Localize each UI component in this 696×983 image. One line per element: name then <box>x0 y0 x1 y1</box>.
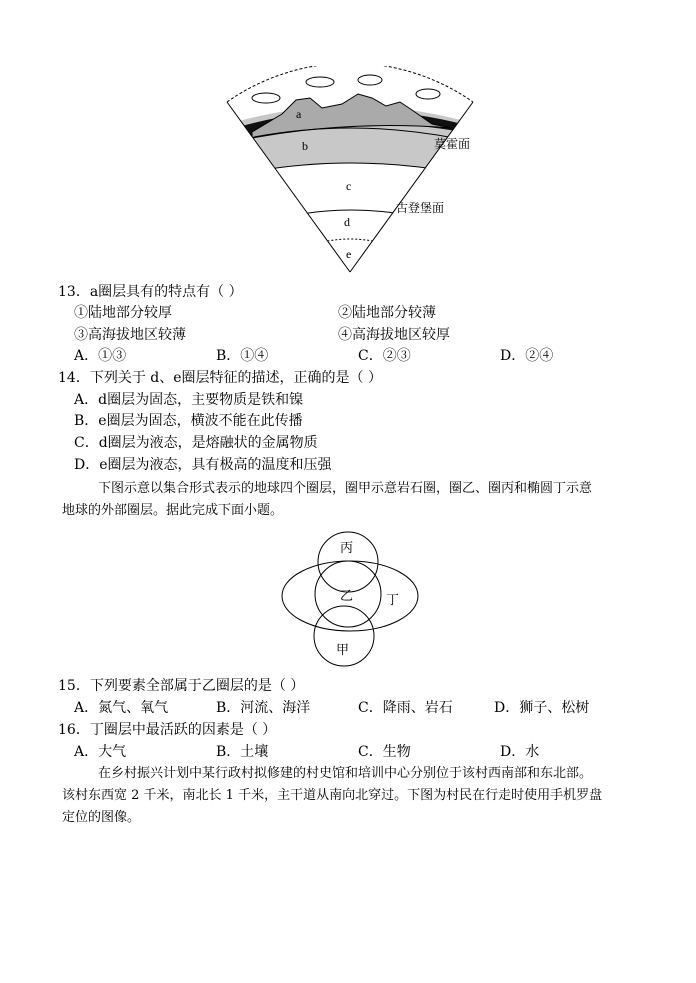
q16-option-d: D．水 <box>500 744 540 760</box>
gutenberg-label: 古登堡面 <box>396 201 445 215</box>
intro2-line2: 该村东西宽 2 千米，南北长 1 千米，主干道从南向北穿过。下图为村民在行走时使用手机罗盘 <box>62 788 603 803</box>
q15-option-c: C．降雨、岩石 <box>358 700 453 716</box>
intro1-line2: 地球的外部圈层。据此完成下面小题。 <box>62 503 284 518</box>
q14-option-d: D．e圈层为液态，具有极高的温度和压强 <box>74 457 332 473</box>
venn-label-bing: 丙 <box>340 541 354 556</box>
q15-option-a: A．氮气、氧气 <box>74 700 169 716</box>
venn-label-jia: 甲 <box>336 643 350 658</box>
venn-label-ding: 丁 <box>386 593 400 608</box>
q13-option-c: C．②③ <box>358 348 411 364</box>
layer-label-a: a <box>296 107 302 121</box>
q13-item-1: ①陆地部分较厚 <box>74 305 172 321</box>
q13-option-d: D．②④ <box>500 348 554 364</box>
earth-layers-diagram <box>222 66 482 278</box>
q13-option-b: B．①④ <box>216 348 269 364</box>
intro2-line3: 定位的图像。 <box>62 810 141 825</box>
intro1-line1: 下图示意以集合形式表示的地球四个圈层，圈甲示意岩石圈，圈乙、圈丙和椭圆丁示意 <box>98 481 593 496</box>
q16-option-a: A．大气 <box>74 744 127 760</box>
layer-label-b: b <box>302 139 308 153</box>
venn-label-yi: 乙 <box>340 589 354 604</box>
q15-stem: 15．下列要素全部属于乙圈层的是（ ） <box>58 678 305 694</box>
q15-option-d: D．狮子、松树 <box>494 700 590 716</box>
q14-stem: 14．下列关于 d、e圈层特征的描述，正确的是（ ） <box>58 370 382 386</box>
intro2-line1: 在乡村振兴计划中某行政村拟修建的村史馆和培训中心分别位于该村西南部和东北部。 <box>98 766 593 781</box>
sphere-venn-diagram <box>278 526 424 668</box>
q16-stem: 16．丁圈层中最活跃的因素是（ ） <box>58 722 277 738</box>
layer-label-d: d <box>344 215 350 229</box>
q15-option-b: B．河流、海洋 <box>216 700 311 716</box>
q14-option-b: B．e圈层为固态，横波不能在此传播 <box>74 413 303 429</box>
q13-item-3: ③高海拔地区较薄 <box>74 327 186 343</box>
layer-label-c: c <box>346 179 352 193</box>
moho-label: 莫霍面 <box>434 137 471 151</box>
q13-stem: 13．a圈层具有的特点有（ ） <box>58 284 243 300</box>
intro-paragraph-2 <box>62 763 646 829</box>
q16-option-b: B．土壤 <box>216 744 269 760</box>
q14-option-c: C．d圈层为液态，是熔融状的金属物质 <box>74 435 318 451</box>
q14-option-a: A．d圈层为固态，主要物质是铁和镍 <box>74 392 304 408</box>
q13-item-2: ②陆地部分较薄 <box>338 305 436 321</box>
intro-paragraph-1 <box>62 478 646 522</box>
layer-label-e: e <box>346 247 352 261</box>
q16-option-c: C．生物 <box>358 744 411 760</box>
q13-option-a: A．①③ <box>74 348 127 364</box>
q13-item-4: ④高海拔地区较厚 <box>338 327 450 343</box>
